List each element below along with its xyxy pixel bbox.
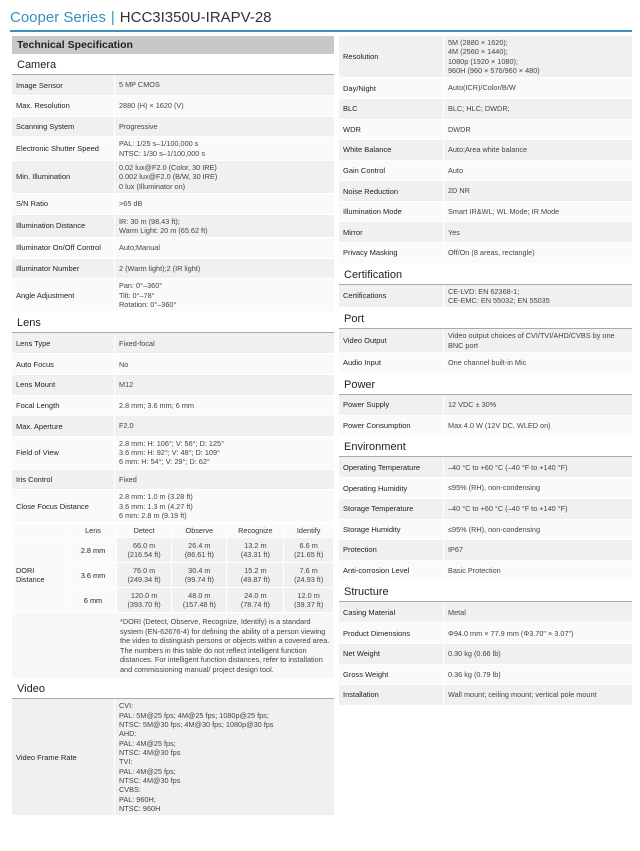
spec-value: Video output choices of CVI/TVI/AHD/CVBS by one BNC port (444, 329, 633, 352)
dori-header-lens: Lens (70, 524, 117, 538)
spec-value: Basic Protection (444, 560, 633, 581)
spec-label: Illuminator On/Off Control (12, 238, 115, 259)
dori-detect: 120.0 m (393.70 ft) (117, 588, 172, 613)
environment-table (339, 457, 632, 581)
dori-header-blank (13, 524, 70, 538)
spec-value: IR: 30 m (98.43 ft); Warm Light: 20 m (65.62 ft) (115, 214, 335, 238)
dori-recognize: 13.2 m (43.31 ft) (227, 538, 284, 563)
dori-header-recognize: Recognize (227, 524, 284, 538)
spec-value: 0.02 lux@F2.0 (Color, 30 IRE) 0.002 lux@F2.0 (B/W, 30 IRE) 0 lux (Illuminator on) (115, 160, 335, 193)
dori-observe: 30.4 m (99.74 ft) (172, 563, 227, 588)
spec-label: Video Frame Rate (12, 699, 115, 815)
spec-value: Fixed-focal (115, 333, 335, 354)
spec-label: Audio Input (339, 352, 444, 373)
model-number: HCC3I350U-IRAPV-28 (119, 8, 272, 26)
spec-row (339, 685, 632, 706)
spec-row (12, 279, 334, 312)
spec-label: Focal Length (12, 395, 115, 416)
spec-row (339, 623, 632, 644)
spec-value: Off/On (8 areas, rectangle) (444, 243, 633, 264)
spec-label: Certifications (339, 285, 444, 308)
video-table (12, 699, 334, 816)
spec-label: Privacy Masking (339, 243, 444, 264)
spec-value: Auto (444, 160, 633, 181)
spec-value: CE-LVD: EN 62368-1; CE-EMC: EN 55032; EN 55035 (444, 285, 633, 308)
spec-label: Angle Adjustment (12, 279, 115, 312)
section-title-certification: Certification (339, 264, 632, 285)
dori-observe: 26.4 m (86.61 ft) (172, 538, 227, 563)
spec-value: 12 VDC ± 30% (444, 395, 633, 416)
dori-identify: 6.6 m (21.65 ft) (284, 538, 334, 563)
spec-row (12, 75, 334, 96)
spec-row (339, 457, 632, 478)
camera-table (12, 75, 334, 312)
dori-header-observe: Observe (172, 524, 227, 538)
spec-label: Power Supply (339, 395, 444, 416)
spec-value: Auto(ICR)/Color/B/W (444, 78, 633, 99)
spec-row (339, 560, 632, 581)
spec-value: 2.8 mm; 3.6 mm; 6 mm (115, 395, 335, 416)
spec-label: Operating Humidity (339, 478, 444, 499)
header-separator: | (110, 8, 115, 26)
section-title-camera: Camera (12, 54, 334, 75)
spec-row (12, 354, 334, 375)
spec-label: Product Dimensions (339, 623, 444, 644)
spec-row (339, 498, 632, 519)
spec-value: F2.0 (115, 416, 335, 437)
spec-row (12, 395, 334, 416)
spec-label: Max. Resolution (12, 96, 115, 117)
spec-label: Gain Control (339, 160, 444, 181)
spec-row (339, 78, 632, 99)
spec-value: 2D NR (444, 181, 633, 202)
spec-row (339, 395, 632, 416)
spec-value: 2.8 mm: H: 106°; V: 56°; D: 125° 3.6 mm: H: 92°; V: 48°; D: 109° 6 mm: H: 54°; V: 29°; D: 62° (115, 436, 335, 469)
spec-value: Auto;Area white balance (444, 140, 633, 161)
spec-label: Image Sensor (12, 75, 115, 96)
video-continued-table (339, 36, 632, 264)
spec-row (12, 258, 334, 279)
spec-value: ≤95% (RH), non-condensing (444, 478, 633, 499)
dori-table (12, 523, 334, 613)
spec-row (339, 243, 632, 264)
certification-table (339, 285, 632, 309)
dori-recognize: 24.0 m (78.74 ft) (227, 588, 284, 613)
spec-value: PAL: 1/25 s–1/100,000 s NTSC: 1/30 s–1/100,000 s (115, 137, 335, 161)
spec-label: Gross Weight (339, 664, 444, 685)
spec-row (339, 352, 632, 373)
structure-table (339, 602, 632, 705)
spec-row (12, 193, 334, 214)
spec-label: Min. Illumination (12, 160, 115, 193)
spec-value: BLC; HLC; DWDR; (444, 98, 633, 119)
spec-value: Φ94.0 mm × 77.9 mm (Φ3.70" × 3.07") (444, 623, 633, 644)
spec-label: Max. Aperture (12, 416, 115, 437)
spec-row (339, 415, 632, 436)
spec-value: Yes (444, 222, 633, 243)
spec-row (12, 137, 334, 161)
spec-row (12, 214, 334, 238)
dori-header-detect: Detect (117, 524, 172, 538)
spec-label: Anti-corrosion Level (339, 560, 444, 581)
spec-value: Wall mount; ceiling mount; vertical pole mount (444, 685, 633, 706)
spec-label: Power Consumption (339, 415, 444, 436)
spec-row (339, 222, 632, 243)
section-title-port: Port (339, 308, 632, 329)
spec-value: Metal (444, 602, 633, 623)
spec-row (339, 181, 632, 202)
spec-value: IP67 (444, 540, 633, 561)
spec-row (339, 160, 632, 181)
spec-row (12, 333, 334, 354)
dori-identify: 12.0 m (39.37 ft) (284, 588, 334, 613)
spec-value: 2.8 mm: 1.0 m (3.28 ft) 3.6 mm: 1.3 m (4.27 ft) 6 mm: 2.8 m (9.19 ft) (115, 490, 335, 523)
spec-value: Smart IR&WL; WL Mode; IR Mode (444, 201, 633, 222)
spec-row (339, 540, 632, 561)
spec-row (12, 116, 334, 137)
spec-row (339, 119, 632, 140)
spec-value: CVI: PAL: 5M@25 fps; 4M@25 fps; 1080p@25 fps; NTSC: 5M@30 fps; 4M@30 fps; 1080p@30 fps AHD: PAL: 4M@25 fps; NTSC: 4M@30 fps TVI: PAL: 4M@25 fps; NTSC: 4M@30 fps CVBS: PAL: 960H; NTSC: 960H (115, 699, 335, 815)
dori-recognize: 15.2 m (49.87 ft) (227, 563, 284, 588)
spec-label: Day/Night (339, 78, 444, 99)
spec-value: –40 °C to +60 °C (–40 °F to +140 °F) (444, 498, 633, 519)
spec-label: Close Focus Distance (12, 490, 115, 523)
spec-label: Installation (339, 685, 444, 706)
spec-label: Illuminator Number (12, 258, 115, 279)
spec-row (339, 664, 632, 685)
spec-row (339, 478, 632, 499)
dori-lens: 6 mm (70, 588, 117, 613)
spec-row (12, 96, 334, 117)
spec-label: Electronic Shutter Speed (12, 137, 115, 161)
spec-value: 5 MP CMOS (115, 75, 335, 96)
section-title-structure: Structure (339, 581, 632, 602)
spec-value: 5M (2880 × 1620); 4M (2560 × 1440); 1080p (1920 × 1080); 960H (960 × 576/960 × 480) (444, 36, 633, 78)
spec-label: Resolution (339, 36, 444, 78)
spec-row (339, 36, 632, 78)
page-header (10, 4, 632, 32)
spec-value: ≤95% (RH), non-condensing (444, 519, 633, 540)
dori-lens: 2.8 mm (70, 538, 117, 563)
spec-label: BLC (339, 98, 444, 119)
dori-lens: 3.6 mm (70, 563, 117, 588)
power-table (339, 395, 632, 437)
dori-detect: 66.0 m (216.54 ft) (117, 538, 172, 563)
spec-value: Max 4.0 W (12V DC, WLED on) (444, 415, 633, 436)
spec-row (12, 699, 334, 815)
spec-value: Fixed (115, 469, 335, 490)
dori-header-identify: Identify (284, 524, 334, 538)
spec-value: 0.36 kg (0.79 lb) (444, 664, 633, 685)
spec-row (339, 644, 632, 665)
spec-value: 2 (Warm light);2 (IR light) (115, 258, 335, 279)
spec-value: 0.30 kg (0.66 lb) (444, 644, 633, 665)
section-title-power: Power (339, 374, 632, 395)
spec-label: Iris Control (12, 469, 115, 490)
spec-value: –40 °C to +60 °C (–40 °F to +140 °F) (444, 457, 633, 478)
section-title-lens: Lens (12, 312, 334, 333)
right-column (339, 36, 632, 706)
section-title-video: Video (12, 678, 334, 699)
spec-value: DWDR (444, 119, 633, 140)
spec-value: Pan: 0°–360° Tilt: 0°–78° Rotation: 0°–360° (115, 279, 335, 312)
spec-row (339, 201, 632, 222)
spec-label: Scanning System (12, 116, 115, 137)
spec-row (12, 375, 334, 396)
spec-label: Lens Type (12, 333, 115, 354)
spec-row (12, 160, 334, 193)
spec-label: Illumination Distance (12, 214, 115, 238)
spec-row (12, 469, 334, 490)
spec-value: >65 dB (115, 193, 335, 214)
spec-row (12, 490, 334, 523)
spec-value: M12 (115, 375, 335, 396)
dori-observe: 48.0 m (157.48 ft) (172, 588, 227, 613)
spec-label: Protection (339, 540, 444, 561)
spec-value: 2880 (H) × 1620 (V) (115, 96, 335, 117)
spec-label: White Balance (339, 140, 444, 161)
spec-value: One channel built-in Mic (444, 352, 633, 373)
spec-label: Operating Temperature (339, 457, 444, 478)
spec-label: Auto Focus (12, 354, 115, 375)
spec-label: Field of View (12, 436, 115, 469)
spec-row (12, 436, 334, 469)
dori-distance-label: DORI Distance (13, 538, 70, 613)
dori-detect: 76.0 m (249.34 ft) (117, 563, 172, 588)
spec-row (339, 98, 632, 119)
spec-label: Lens Mount (12, 375, 115, 396)
spec-row (12, 416, 334, 437)
spec-row (339, 329, 632, 352)
port-table (339, 329, 632, 373)
spec-label: Storage Temperature (339, 498, 444, 519)
spec-label: Storage Humidity (339, 519, 444, 540)
dori-footnote: *DORI (Detect, Observe, Recognize, Identify) is a standard system (EN-62676-4) for defining the ability of a person viewing the video to distinguish persons or objects within a covered area. The numbers in this table do not reflect intelligent function distances. For intelligent function distances, refer to installation and commissioning manual/ project design tool. (12, 613, 334, 678)
spec-row (339, 602, 632, 623)
spec-row (339, 140, 632, 161)
spec-value: Auto;Manual (115, 238, 335, 259)
spec-label: Noise Reduction (339, 181, 444, 202)
spec-label: S/N Ratio (12, 193, 115, 214)
spec-row (339, 519, 632, 540)
lens-table (12, 333, 334, 523)
series-name: Cooper Series (10, 8, 106, 26)
spec-value: No (115, 354, 335, 375)
spec-label: Casing Material (339, 602, 444, 623)
spec-label: Net Weight (339, 644, 444, 665)
spec-label: WDR (339, 119, 444, 140)
spec-label: Mirror (339, 222, 444, 243)
spec-value: Progressive (115, 116, 335, 137)
spec-label: Video Output (339, 329, 444, 352)
spec-label: Illumination Mode (339, 201, 444, 222)
left-column (12, 36, 334, 816)
spec-banner: Technical Specification (12, 36, 334, 54)
dori-identify: 7.6 m (24.93 ft) (284, 563, 334, 588)
section-title-environment: Environment (339, 436, 632, 457)
dori-row (13, 538, 334, 563)
spec-row (339, 285, 632, 308)
spec-row (12, 238, 334, 259)
